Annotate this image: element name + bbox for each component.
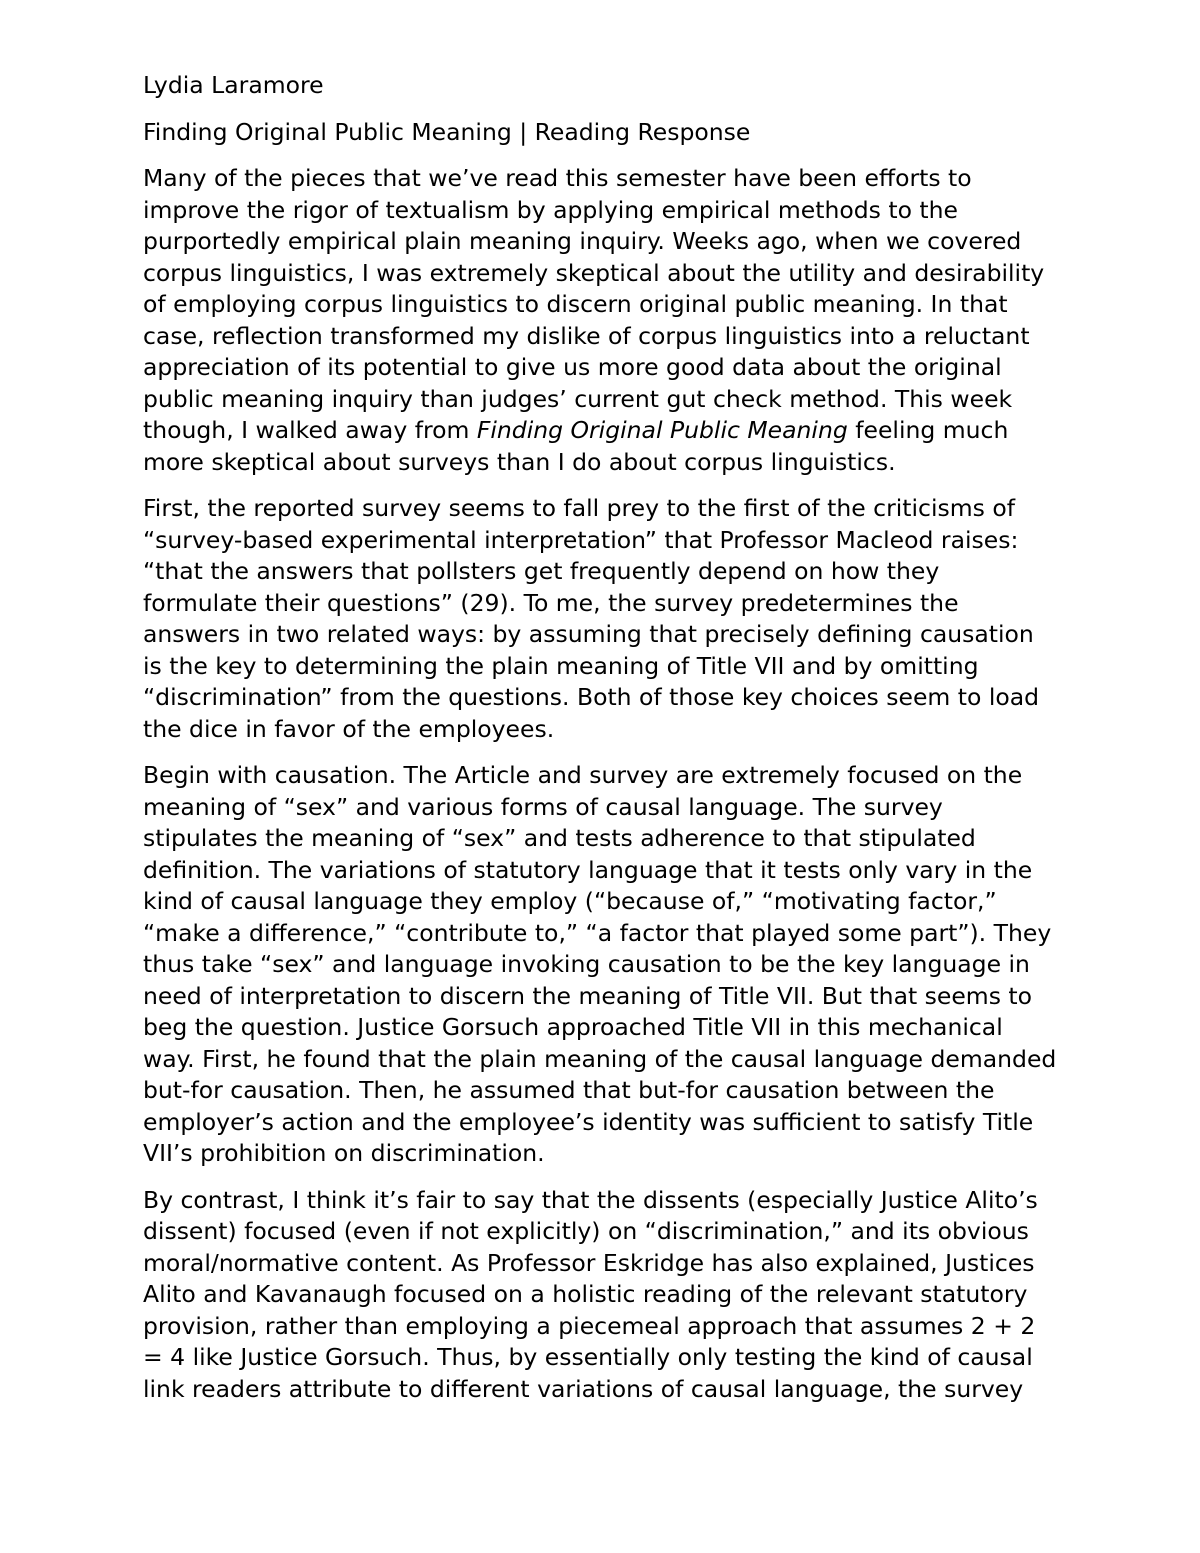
paragraph-line: improve the rigor of textualism by applying empirical methods to the [143,195,958,224]
paragraph-line: By contrast, I think it’s fair to say that the dissents (especially Justice Alito’s [143,1185,1038,1214]
paragraph-line: appreciation of its potential to give us more good data about the original [143,353,1002,381]
paragraph-line: but-for causation. Then, he assumed that but-for causation between the [143,1076,995,1104]
paragraph-line: dissent) focused (even if not explicitly) on “discrimination,” and its obvious [143,1217,1029,1245]
cited-article-title: Finding Original Public Meaning [476,416,848,444]
paragraph-line: the dice in favor of the employees. [143,714,555,743]
paragraph-line: provision, rather than employing a piecemeal approach that assumes 2 + 2 [143,1311,1036,1340]
paragraph-line: is the key to determining the plain meaning of Title VII and by omitting [143,651,979,680]
paragraph-line: “survey-based experimental interpretation” that Professor Macleod raises: [143,525,1019,554]
paragraph-line: VII’s prohibition on discrimination. [143,1139,545,1167]
paragraph-line: beg the question. Justice Gorsuch approached Title VII in this mechanical [143,1013,1003,1041]
line-text: feeling much [847,416,1009,444]
author-name: Lydia Laramore [143,71,324,99]
paragraph-line: more skeptical about surveys than I do about corpus linguistics. [143,447,896,476]
paragraph-line: Alito and Kavanaugh focused on a holistic reading of the relevant statutory [143,1280,1028,1308]
paragraph-line: purportedly empirical plain meaning inquiry. Weeks ago, when we covered [143,227,1022,255]
paragraph-line: formulate their questions” (29). To me, the survey predetermines the [143,588,959,617]
paragraph-line: link readers attribute to different variations of causal language, the survey [143,1374,1024,1403]
paragraph-line: public meaning inquiry than judges’ current gut check method. This week [143,384,1013,413]
paragraph-2 [143,493,1073,745]
paragraph-4 [143,1185,1073,1406]
document-title: Finding Original Public Meaning | Reading Response [143,117,751,146]
paragraph-line: “discrimination” from the questions. Both of those key choices seem to load [143,683,1040,711]
paragraph-line: employer’s action and the employee’s identity was sufficient to satisfy Title [143,1107,1034,1136]
paragraph-line: Many of the pieces that we’ve read this semester have been efforts to [143,164,972,192]
paragraph-line: case, reflection transformed my dislike of corpus linguistics into a reluctant [143,321,1030,350]
paragraph-line: Begin with causation. The Article and survey are extremely focused on the [143,761,1023,789]
paragraph-line: First, the reported survey seems to fall prey to the first of the criticisms of [143,494,1015,522]
paragraph-line: “make a difference,” “contribute to,” “a factor that played some part”). They [143,918,1052,947]
paragraph-line: need of interpretation to discern the meaning of Title VII. But that seems to [143,981,1033,1010]
paragraph-line: definition. The variations of statutory language that it tests only vary in the [143,855,1033,884]
document-body [143,70,1073,1420]
paragraph-line: moral/normative content. As Professor Eskridge has also explained, Justices [143,1248,1035,1277]
paragraph-line: “that the answers that pollsters get frequently depend on how they [143,557,940,585]
paragraph-line: kind of causal language they employ (“because of,” “motivating factor,” [143,887,997,915]
line-text: though, I walked away from [143,416,477,444]
paragraph-line: stipulates the meaning of “sex” and tests adherence to that stipulated [143,824,976,852]
paragraph-line: way. First, he found that the plain meaning of the causal language demanded [143,1044,1057,1073]
paragraph-line: of employing corpus linguistics to discern original public meaning. In that [143,290,1008,318]
paragraph-3 [143,760,1073,1170]
paragraph-line: thus take “sex” and language invoking causation to be the key language in [143,950,1030,978]
paragraph-line: corpus linguistics, I was extremely skeptical about the utility and desirability [143,258,1045,287]
paragraph-line-with-citation [143,415,1073,447]
paragraph-line: = 4 like Justice Gorsuch. Thus, by essentially only testing the kind of causal [143,1343,1033,1371]
paragraph-line: meaning of “sex” and various forms of causal language. The survey [143,792,943,821]
paragraph-1 [143,163,1073,478]
paragraph-line: answers in two related ways: by assuming that precisely defining causation [143,620,1034,648]
